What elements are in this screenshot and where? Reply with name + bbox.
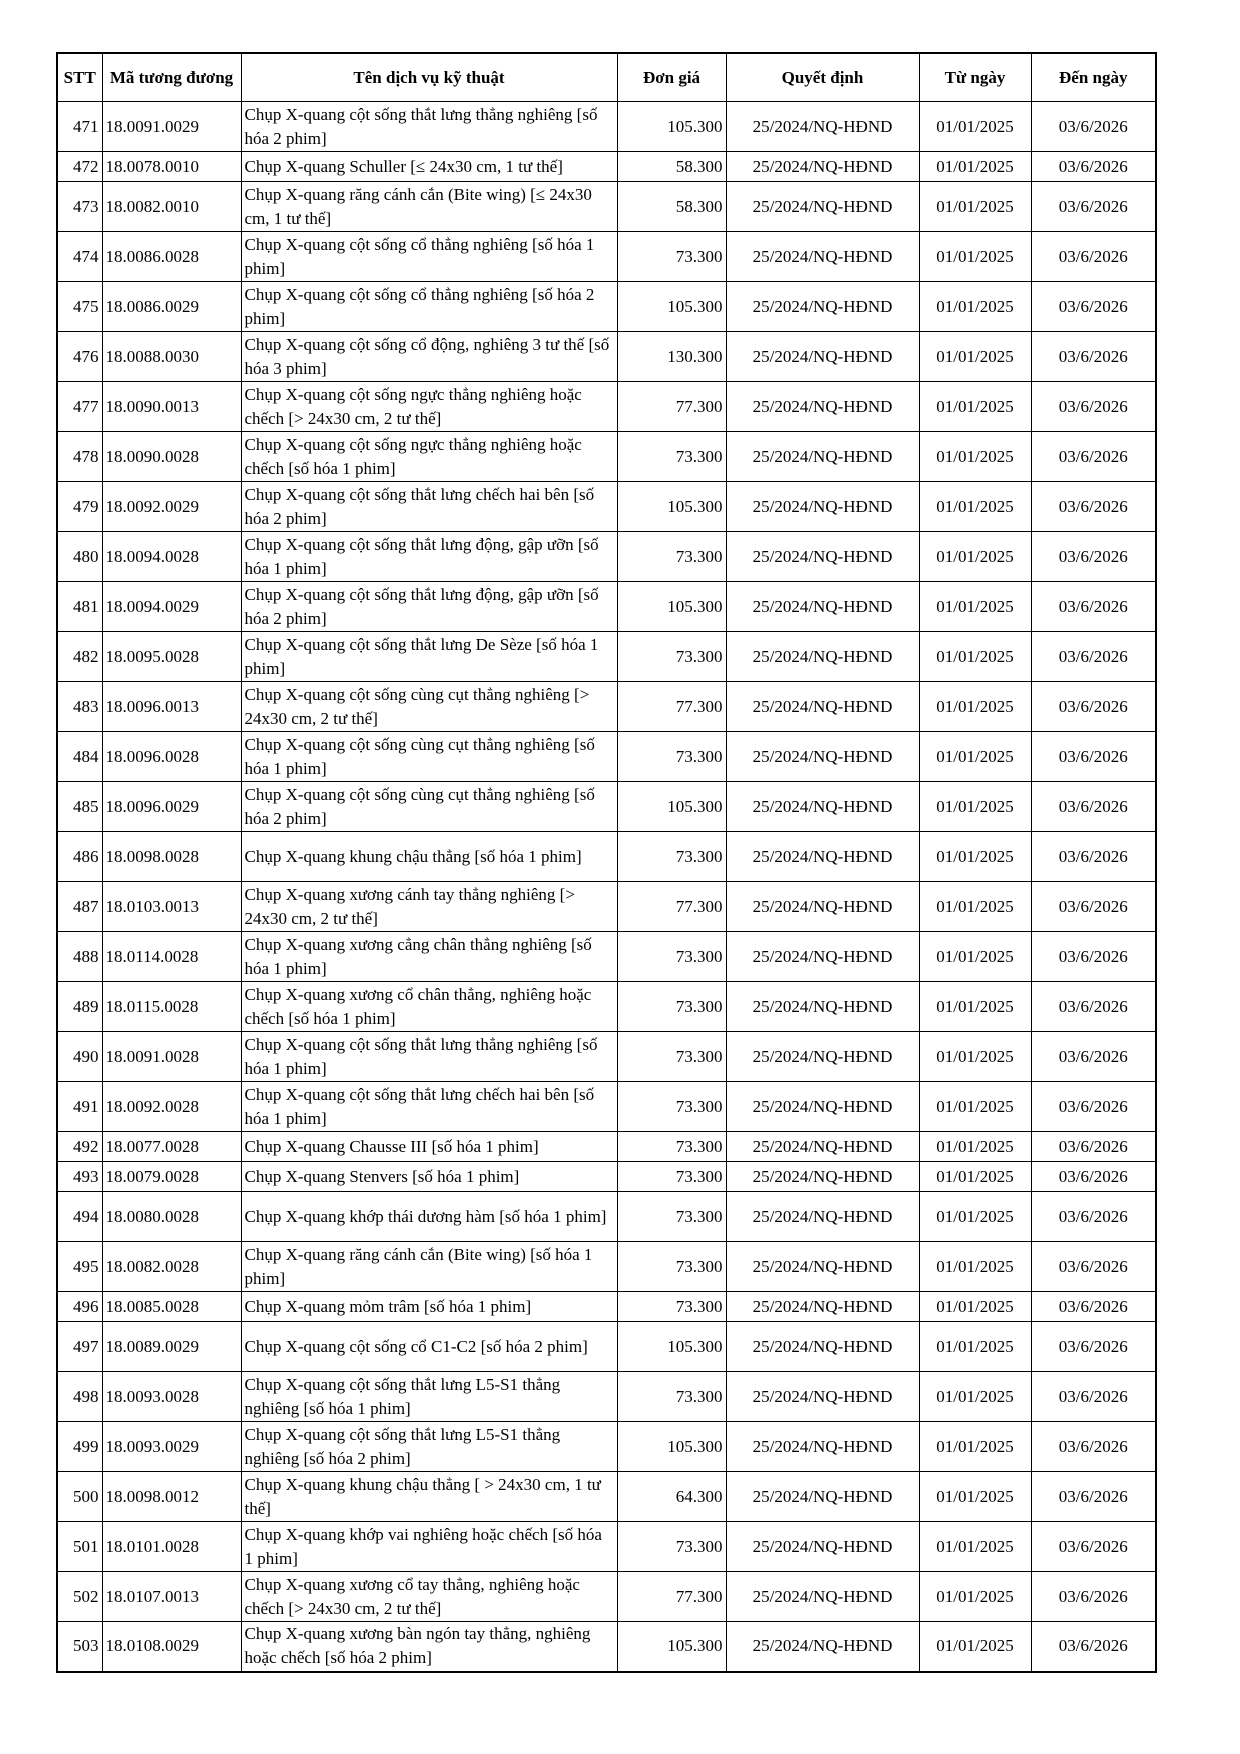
cell-service-name: Chụp X-quang cột sống thắt lưng L5-S1 thẳng nghiêng [số hóa 2 phim] xyxy=(241,1422,617,1472)
cell-stt: 479 xyxy=(57,482,102,532)
cell-to-date: 03/6/2026 xyxy=(1031,232,1156,282)
cell-code: 18.0092.0029 xyxy=(102,482,241,532)
cell-from-date: 01/01/2025 xyxy=(919,232,1031,282)
table-row xyxy=(57,1372,1156,1422)
cell-price: 77.300 xyxy=(617,382,726,432)
table-row xyxy=(57,682,1156,732)
table-row xyxy=(57,332,1156,382)
cell-from-date: 01/01/2025 xyxy=(919,1322,1031,1372)
cell-from-date: 01/01/2025 xyxy=(919,1622,1031,1672)
cell-service-name: Chụp X-quang cột sống thắt lưng thẳng nghiêng [số hóa 2 phim] xyxy=(241,102,617,152)
cell-to-date: 03/6/2026 xyxy=(1031,732,1156,782)
cell-service-name: Chụp X-quang Chausse III [số hóa 1 phim] xyxy=(241,1132,617,1162)
header-to: Đến ngày xyxy=(1031,53,1156,102)
cell-from-date: 01/01/2025 xyxy=(919,782,1031,832)
table-row xyxy=(57,152,1156,182)
cell-service-name: Chụp X-quang cột sống thắt lưng thẳng nghiêng [số hóa 1 phim] xyxy=(241,1032,617,1082)
cell-decision: 25/2024/NQ-HĐND xyxy=(726,1292,919,1322)
table-row xyxy=(57,1132,1156,1162)
cell-to-date: 03/6/2026 xyxy=(1031,582,1156,632)
cell-code: 18.0114.0028 xyxy=(102,932,241,982)
cell-code: 18.0082.0010 xyxy=(102,182,241,232)
cell-service-name: Chụp X-quang mỏm trâm [số hóa 1 phim] xyxy=(241,1292,617,1322)
cell-service-name: Chụp X-quang cột sống ngực thẳng nghiêng hoặc chếch [> 24x30 cm, 2 tư thế] xyxy=(241,382,617,432)
cell-decision: 25/2024/NQ-HĐND xyxy=(726,102,919,152)
cell-price: 73.300 xyxy=(617,1162,726,1192)
cell-stt: 475 xyxy=(57,282,102,332)
cell-decision: 25/2024/NQ-HĐND xyxy=(726,1522,919,1572)
table-row xyxy=(57,932,1156,982)
cell-service-name: Chụp X-quang răng cánh cắn (Bite wing) [số hóa 1 phim] xyxy=(241,1242,617,1292)
cell-code: 18.0082.0028 xyxy=(102,1242,241,1292)
table-row xyxy=(57,782,1156,832)
table-row xyxy=(57,382,1156,432)
cell-decision: 25/2024/NQ-HĐND xyxy=(726,1032,919,1082)
cell-to-date: 03/6/2026 xyxy=(1031,1242,1156,1292)
cell-stt: 499 xyxy=(57,1422,102,1472)
cell-stt: 489 xyxy=(57,982,102,1032)
table-row xyxy=(57,182,1156,232)
cell-price: 73.300 xyxy=(617,1292,726,1322)
cell-price: 73.300 xyxy=(617,632,726,682)
cell-from-date: 01/01/2025 xyxy=(919,982,1031,1032)
cell-service-name: Chụp X-quang cột sống cùng cụt thẳng nghiêng [số hóa 1 phim] xyxy=(241,732,617,782)
cell-service-name: Chụp X-quang xương cánh tay thẳng nghiêng [> 24x30 cm, 2 tư thế] xyxy=(241,882,617,932)
cell-service-name: Chụp X-quang cột sống thắt lưng chếch hai bên [số hóa 1 phim] xyxy=(241,1082,617,1132)
cell-from-date: 01/01/2025 xyxy=(919,932,1031,982)
cell-price: 73.300 xyxy=(617,932,726,982)
table-row xyxy=(57,1162,1156,1192)
cell-stt: 476 xyxy=(57,332,102,382)
cell-price: 73.300 xyxy=(617,432,726,482)
cell-stt: 478 xyxy=(57,432,102,482)
cell-service-name: Chụp X-quang cột sống cổ thẳng nghiêng [số hóa 1 phim] xyxy=(241,232,617,282)
cell-code: 18.0096.0013 xyxy=(102,682,241,732)
cell-service-name: Chụp X-quang khung chậu thẳng [ > 24x30 cm, 1 tư thế] xyxy=(241,1472,617,1522)
cell-decision: 25/2024/NQ-HĐND xyxy=(726,282,919,332)
cell-price: 73.300 xyxy=(617,1242,726,1292)
cell-service-name: Chụp X-quang cột sống ngực thẳng nghiêng hoặc chếch [số hóa 1 phim] xyxy=(241,432,617,482)
cell-code: 18.0093.0028 xyxy=(102,1372,241,1422)
table-body xyxy=(57,102,1156,1672)
cell-price: 73.300 xyxy=(617,1082,726,1132)
cell-service-name: Chụp X-quang xương cổ chân thẳng, nghiêng hoặc chếch [số hóa 1 phim] xyxy=(241,982,617,1032)
table-row xyxy=(57,432,1156,482)
cell-to-date: 03/6/2026 xyxy=(1031,152,1156,182)
cell-code: 18.0107.0013 xyxy=(102,1572,241,1622)
cell-code: 18.0079.0028 xyxy=(102,1162,241,1192)
cell-to-date: 03/6/2026 xyxy=(1031,882,1156,932)
cell-service-name: Chụp X-quang xương bàn ngón tay thẳng, nghiêng hoặc chếch [số hóa 2 phim] xyxy=(241,1622,617,1672)
cell-to-date: 03/6/2026 xyxy=(1031,332,1156,382)
cell-price: 73.300 xyxy=(617,832,726,882)
cell-to-date: 03/6/2026 xyxy=(1031,1322,1156,1372)
cell-service-name: Chụp X-quang xương cẳng chân thẳng nghiêng [số hóa 1 phim] xyxy=(241,932,617,982)
cell-to-date: 03/6/2026 xyxy=(1031,632,1156,682)
cell-stt: 484 xyxy=(57,732,102,782)
cell-decision: 25/2024/NQ-HĐND xyxy=(726,1132,919,1162)
cell-to-date: 03/6/2026 xyxy=(1031,1292,1156,1322)
cell-decision: 25/2024/NQ-HĐND xyxy=(726,1422,919,1472)
cell-decision: 25/2024/NQ-HĐND xyxy=(726,1472,919,1522)
cell-code: 18.0103.0013 xyxy=(102,882,241,932)
cell-decision: 25/2024/NQ-HĐND xyxy=(726,1082,919,1132)
cell-price: 73.300 xyxy=(617,232,726,282)
cell-stt: 473 xyxy=(57,182,102,232)
table-row xyxy=(57,102,1156,152)
cell-to-date: 03/6/2026 xyxy=(1031,1622,1156,1672)
cell-from-date: 01/01/2025 xyxy=(919,1372,1031,1422)
cell-price: 73.300 xyxy=(617,1522,726,1572)
table-row xyxy=(57,1622,1156,1672)
cell-code: 18.0078.0010 xyxy=(102,152,241,182)
cell-to-date: 03/6/2026 xyxy=(1031,282,1156,332)
cell-price: 130.300 xyxy=(617,332,726,382)
cell-decision: 25/2024/NQ-HĐND xyxy=(726,1322,919,1372)
cell-stt: 495 xyxy=(57,1242,102,1292)
table-row xyxy=(57,482,1156,532)
cell-code: 18.0089.0029 xyxy=(102,1322,241,1372)
cell-service-name: Chụp X-quang khớp thái dương hàm [số hóa 1 phim] xyxy=(241,1192,617,1242)
cell-price: 58.300 xyxy=(617,152,726,182)
cell-to-date: 03/6/2026 xyxy=(1031,1472,1156,1522)
cell-stt: 486 xyxy=(57,832,102,882)
cell-to-date: 03/6/2026 xyxy=(1031,1422,1156,1472)
cell-to-date: 03/6/2026 xyxy=(1031,1032,1156,1082)
cell-price: 64.300 xyxy=(617,1472,726,1522)
cell-stt: 481 xyxy=(57,582,102,632)
cell-stt: 480 xyxy=(57,532,102,582)
cell-price: 105.300 xyxy=(617,102,726,152)
table-row xyxy=(57,532,1156,582)
table-row xyxy=(57,1242,1156,1292)
cell-from-date: 01/01/2025 xyxy=(919,182,1031,232)
cell-to-date: 03/6/2026 xyxy=(1031,982,1156,1032)
cell-from-date: 01/01/2025 xyxy=(919,382,1031,432)
cell-decision: 25/2024/NQ-HĐND xyxy=(726,782,919,832)
cell-to-date: 03/6/2026 xyxy=(1031,932,1156,982)
cell-stt: 477 xyxy=(57,382,102,432)
cell-stt: 503 xyxy=(57,1622,102,1672)
cell-from-date: 01/01/2025 xyxy=(919,1082,1031,1132)
cell-code: 18.0077.0028 xyxy=(102,1132,241,1162)
cell-code: 18.0085.0028 xyxy=(102,1292,241,1322)
cell-decision: 25/2024/NQ-HĐND xyxy=(726,482,919,532)
cell-decision: 25/2024/NQ-HĐND xyxy=(726,632,919,682)
cell-from-date: 01/01/2025 xyxy=(919,882,1031,932)
cell-service-name: Chụp X-quang cột sống cổ thẳng nghiêng [số hóa 2 phim] xyxy=(241,282,617,332)
cell-code: 18.0090.0028 xyxy=(102,432,241,482)
cell-code: 18.0093.0029 xyxy=(102,1422,241,1472)
cell-from-date: 01/01/2025 xyxy=(919,1192,1031,1242)
cell-stt: 472 xyxy=(57,152,102,182)
cell-stt: 492 xyxy=(57,1132,102,1162)
cell-decision: 25/2024/NQ-HĐND xyxy=(726,1622,919,1672)
cell-service-name: Chụp X-quang khớp vai nghiêng hoặc chếch [số hóa 1 phim] xyxy=(241,1522,617,1572)
table-row xyxy=(57,1522,1156,1572)
cell-decision: 25/2024/NQ-HĐND xyxy=(726,332,919,382)
cell-service-name: Chụp X-quang cột sống cùng cụt thẳng nghiêng [số hóa 2 phim] xyxy=(241,782,617,832)
cell-stt: 483 xyxy=(57,682,102,732)
service-price-table xyxy=(56,52,1157,1673)
cell-to-date: 03/6/2026 xyxy=(1031,1522,1156,1572)
cell-decision: 25/2024/NQ-HĐND xyxy=(726,1242,919,1292)
table-row xyxy=(57,1322,1156,1372)
cell-code: 18.0091.0028 xyxy=(102,1032,241,1082)
cell-decision: 25/2024/NQ-HĐND xyxy=(726,152,919,182)
cell-code: 18.0096.0029 xyxy=(102,782,241,832)
table-row xyxy=(57,732,1156,782)
cell-to-date: 03/6/2026 xyxy=(1031,832,1156,882)
cell-to-date: 03/6/2026 xyxy=(1031,1372,1156,1422)
header-code: Mã tương đương xyxy=(102,53,241,102)
cell-stt: 487 xyxy=(57,882,102,932)
cell-decision: 25/2024/NQ-HĐND xyxy=(726,1572,919,1622)
cell-from-date: 01/01/2025 xyxy=(919,282,1031,332)
cell-to-date: 03/6/2026 xyxy=(1031,382,1156,432)
cell-to-date: 03/6/2026 xyxy=(1031,102,1156,152)
table-row xyxy=(57,282,1156,332)
table-row xyxy=(57,632,1156,682)
cell-from-date: 01/01/2025 xyxy=(919,532,1031,582)
header-price: Đơn giá xyxy=(617,53,726,102)
cell-stt: 496 xyxy=(57,1292,102,1322)
cell-code: 18.0080.0028 xyxy=(102,1192,241,1242)
cell-code: 18.0094.0028 xyxy=(102,532,241,582)
cell-from-date: 01/01/2025 xyxy=(919,732,1031,782)
cell-decision: 25/2024/NQ-HĐND xyxy=(726,382,919,432)
cell-stt: 501 xyxy=(57,1522,102,1572)
cell-service-name: Chụp X-quang cột sống thắt lưng L5-S1 thẳng nghiêng [số hóa 1 phim] xyxy=(241,1372,617,1422)
cell-code: 18.0115.0028 xyxy=(102,982,241,1032)
cell-decision: 25/2024/NQ-HĐND xyxy=(726,982,919,1032)
cell-service-name: Chụp X-quang khung chậu thẳng [số hóa 1 phim] xyxy=(241,832,617,882)
cell-to-date: 03/6/2026 xyxy=(1031,1572,1156,1622)
cell-code: 18.0094.0029 xyxy=(102,582,241,632)
table-row xyxy=(57,882,1156,932)
cell-price: 105.300 xyxy=(617,782,726,832)
cell-code: 18.0086.0029 xyxy=(102,282,241,332)
cell-from-date: 01/01/2025 xyxy=(919,1572,1031,1622)
cell-code: 18.0101.0028 xyxy=(102,1522,241,1572)
cell-code: 18.0108.0029 xyxy=(102,1622,241,1672)
cell-from-date: 01/01/2025 xyxy=(919,1522,1031,1572)
cell-price: 105.300 xyxy=(617,1322,726,1372)
cell-decision: 25/2024/NQ-HĐND xyxy=(726,1372,919,1422)
cell-to-date: 03/6/2026 xyxy=(1031,682,1156,732)
cell-service-name: Chụp X-quang cột sống thắt lưng động, gập ưỡn [số hóa 1 phim] xyxy=(241,532,617,582)
cell-service-name: Chụp X-quang xương cổ tay thẳng, nghiêng hoặc chếch [> 24x30 cm, 2 tư thế] xyxy=(241,1572,617,1622)
cell-price: 105.300 xyxy=(617,1422,726,1472)
cell-stt: 500 xyxy=(57,1472,102,1522)
cell-stt: 474 xyxy=(57,232,102,282)
cell-from-date: 01/01/2025 xyxy=(919,632,1031,682)
cell-from-date: 01/01/2025 xyxy=(919,1422,1031,1472)
table-row xyxy=(57,1082,1156,1132)
cell-stt: 498 xyxy=(57,1372,102,1422)
cell-price: 73.300 xyxy=(617,1192,726,1242)
cell-code: 18.0095.0028 xyxy=(102,632,241,682)
cell-from-date: 01/01/2025 xyxy=(919,1472,1031,1522)
cell-decision: 25/2024/NQ-HĐND xyxy=(726,432,919,482)
cell-code: 18.0098.0028 xyxy=(102,832,241,882)
cell-price: 105.300 xyxy=(617,482,726,532)
cell-from-date: 01/01/2025 xyxy=(919,682,1031,732)
cell-stt: 485 xyxy=(57,782,102,832)
cell-to-date: 03/6/2026 xyxy=(1031,182,1156,232)
cell-price: 73.300 xyxy=(617,1372,726,1422)
cell-stt: 471 xyxy=(57,102,102,152)
cell-to-date: 03/6/2026 xyxy=(1031,1082,1156,1132)
cell-from-date: 01/01/2025 xyxy=(919,832,1031,882)
header-from: Từ ngày xyxy=(919,53,1031,102)
cell-service-name: Chụp X-quang cột sống cùng cụt thẳng nghiêng [> 24x30 cm, 2 tư thế] xyxy=(241,682,617,732)
cell-price: 58.300 xyxy=(617,182,726,232)
cell-service-name: Chụp X-quang cột sống cổ C1-C2 [số hóa 2 phim] xyxy=(241,1322,617,1372)
cell-from-date: 01/01/2025 xyxy=(919,152,1031,182)
cell-price: 105.300 xyxy=(617,282,726,332)
cell-code: 18.0088.0030 xyxy=(102,332,241,382)
table-row xyxy=(57,982,1156,1032)
cell-to-date: 03/6/2026 xyxy=(1031,482,1156,532)
table-row xyxy=(57,1032,1156,1082)
cell-price: 77.300 xyxy=(617,1572,726,1622)
cell-decision: 25/2024/NQ-HĐND xyxy=(726,582,919,632)
table-row xyxy=(57,1192,1156,1242)
cell-from-date: 01/01/2025 xyxy=(919,432,1031,482)
cell-price: 73.300 xyxy=(617,1032,726,1082)
cell-stt: 490 xyxy=(57,1032,102,1082)
cell-service-name: Chụp X-quang cột sống thắt lưng De Sèze [số hóa 1 phim] xyxy=(241,632,617,682)
cell-service-name: Chụp X-quang Stenvers [số hóa 1 phim] xyxy=(241,1162,617,1192)
table-row xyxy=(57,1472,1156,1522)
cell-price: 73.300 xyxy=(617,732,726,782)
cell-from-date: 01/01/2025 xyxy=(919,1292,1031,1322)
cell-price: 73.300 xyxy=(617,1132,726,1162)
cell-from-date: 01/01/2025 xyxy=(919,102,1031,152)
cell-code: 18.0086.0028 xyxy=(102,232,241,282)
cell-stt: 502 xyxy=(57,1572,102,1622)
cell-code: 18.0090.0013 xyxy=(102,382,241,432)
header-name: Tên dịch vụ kỹ thuật xyxy=(241,53,617,102)
table-row xyxy=(57,832,1156,882)
cell-stt: 488 xyxy=(57,932,102,982)
cell-price: 73.300 xyxy=(617,532,726,582)
cell-service-name: Chụp X-quang cột sống cổ động, nghiêng 3 tư thế [số hóa 3 phim] xyxy=(241,332,617,382)
cell-from-date: 01/01/2025 xyxy=(919,1132,1031,1162)
cell-service-name: Chụp X-quang cột sống thắt lưng chếch hai bên [số hóa 2 phim] xyxy=(241,482,617,532)
cell-to-date: 03/6/2026 xyxy=(1031,1162,1156,1192)
cell-decision: 25/2024/NQ-HĐND xyxy=(726,732,919,782)
cell-from-date: 01/01/2025 xyxy=(919,1242,1031,1292)
cell-price: 77.300 xyxy=(617,682,726,732)
header-row xyxy=(57,53,1156,102)
cell-stt: 494 xyxy=(57,1192,102,1242)
cell-stt: 497 xyxy=(57,1322,102,1372)
cell-decision: 25/2024/NQ-HĐND xyxy=(726,232,919,282)
cell-from-date: 01/01/2025 xyxy=(919,332,1031,382)
cell-decision: 25/2024/NQ-HĐND xyxy=(726,532,919,582)
cell-price: 77.300 xyxy=(617,882,726,932)
cell-to-date: 03/6/2026 xyxy=(1031,432,1156,482)
cell-service-name: Chụp X-quang Schuller [≤ 24x30 cm, 1 tư thế] xyxy=(241,152,617,182)
cell-stt: 482 xyxy=(57,632,102,682)
header-stt: STT xyxy=(57,53,102,102)
cell-to-date: 03/6/2026 xyxy=(1031,1132,1156,1162)
cell-decision: 25/2024/NQ-HĐND xyxy=(726,1162,919,1192)
cell-decision: 25/2024/NQ-HĐND xyxy=(726,882,919,932)
cell-price: 105.300 xyxy=(617,1622,726,1672)
cell-code: 18.0096.0028 xyxy=(102,732,241,782)
cell-from-date: 01/01/2025 xyxy=(919,582,1031,632)
table-row xyxy=(57,1422,1156,1472)
cell-price: 105.300 xyxy=(617,582,726,632)
cell-service-name: Chụp X-quang răng cánh cắn (Bite wing) [≤ 24x30 cm, 1 tư thế] xyxy=(241,182,617,232)
cell-to-date: 03/6/2026 xyxy=(1031,532,1156,582)
cell-decision: 25/2024/NQ-HĐND xyxy=(726,182,919,232)
cell-from-date: 01/01/2025 xyxy=(919,482,1031,532)
header-decision: Quyết định xyxy=(726,53,919,102)
table-row xyxy=(57,1572,1156,1622)
cell-to-date: 03/6/2026 xyxy=(1031,782,1156,832)
cell-stt: 491 xyxy=(57,1082,102,1132)
cell-to-date: 03/6/2026 xyxy=(1031,1192,1156,1242)
cell-decision: 25/2024/NQ-HĐND xyxy=(726,832,919,882)
cell-from-date: 01/01/2025 xyxy=(919,1032,1031,1082)
cell-code: 18.0092.0028 xyxy=(102,1082,241,1132)
cell-price: 73.300 xyxy=(617,982,726,1032)
cell-decision: 25/2024/NQ-HĐND xyxy=(726,1192,919,1242)
cell-code: 18.0091.0029 xyxy=(102,102,241,152)
table-row xyxy=(57,1292,1156,1322)
cell-from-date: 01/01/2025 xyxy=(919,1162,1031,1192)
cell-decision: 25/2024/NQ-HĐND xyxy=(726,682,919,732)
cell-decision: 25/2024/NQ-HĐND xyxy=(726,932,919,982)
cell-service-name: Chụp X-quang cột sống thắt lưng động, gập ưỡn [số hóa 2 phim] xyxy=(241,582,617,632)
cell-code: 18.0098.0012 xyxy=(102,1472,241,1522)
table-row xyxy=(57,582,1156,632)
cell-stt: 493 xyxy=(57,1162,102,1192)
table-row xyxy=(57,232,1156,282)
